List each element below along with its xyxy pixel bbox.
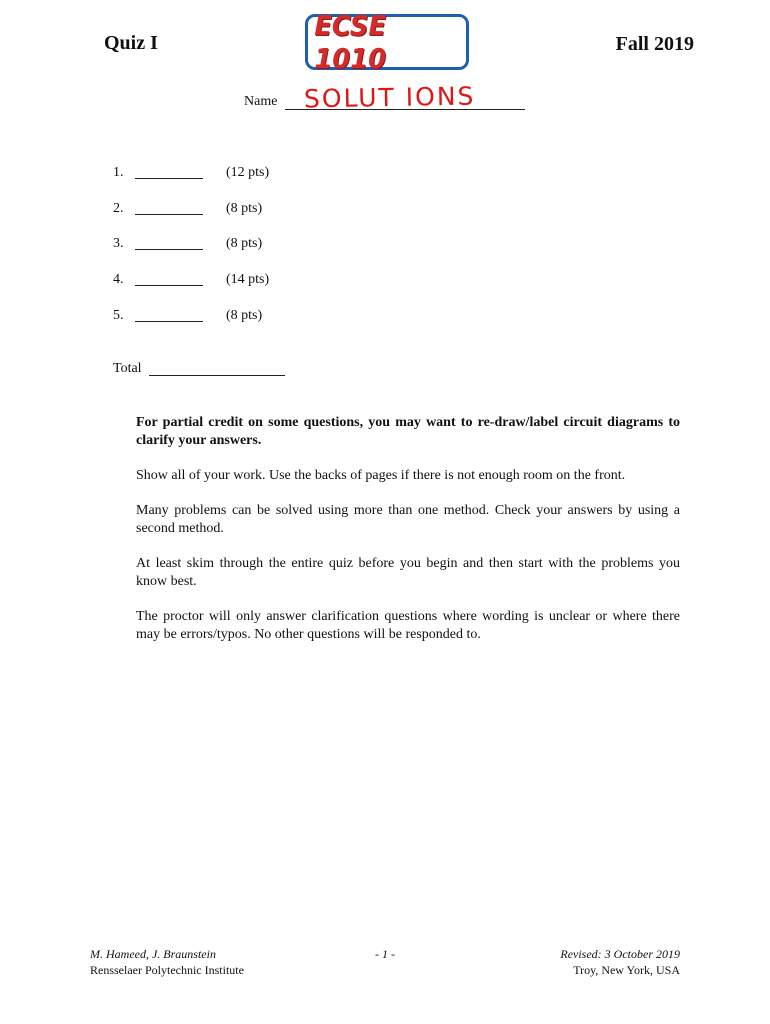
term-label: Fall 2019 bbox=[615, 33, 694, 55]
name-label: Name bbox=[244, 94, 278, 109]
quiz-title: Quiz I bbox=[104, 32, 158, 54]
instruction-paragraph: The proctor will only answer clarification questions where wording is unclear or where there may be errors/typos. No other questions will be responded to. bbox=[136, 609, 680, 642]
total-underline bbox=[149, 375, 285, 376]
footer-location: Troy, New York, USA bbox=[573, 963, 680, 977]
instruction-paragraph: Many problems can be solved using more than one method. Check your answers by using a second method. bbox=[136, 503, 680, 536]
instruction-paragraph: Show all of your work. Use the backs of pages if there is not enough room on the front. bbox=[136, 468, 626, 483]
question-number: 1. bbox=[113, 165, 124, 180]
question-points: (12 pts) bbox=[226, 165, 270, 180]
footer-right bbox=[560, 946, 680, 978]
question-number: 3. bbox=[113, 236, 124, 251]
score-blank[interactable] bbox=[135, 285, 203, 286]
question-points: (8 pts) bbox=[226, 201, 263, 216]
handwritten-name-answer: SOLUT IONS bbox=[303, 81, 476, 114]
score-blank[interactable] bbox=[135, 321, 203, 322]
question-number: 5. bbox=[113, 308, 124, 323]
total-label: Total bbox=[113, 361, 142, 376]
score-blank[interactable] bbox=[135, 178, 203, 179]
score-blank[interactable] bbox=[135, 214, 203, 215]
question-points: (8 pts) bbox=[226, 236, 263, 251]
question-number: 2. bbox=[113, 201, 124, 216]
footer-authors: M. Hameed, J. Braunstein bbox=[90, 947, 216, 961]
footer-institution: Rensselaer Polytechnic Institute bbox=[90, 963, 244, 977]
score-blank[interactable] bbox=[135, 249, 203, 250]
instructions bbox=[136, 414, 680, 644]
course-logo bbox=[305, 9, 469, 75]
course-logo-text: ECSE 1010 bbox=[314, 9, 387, 75]
question-points: (8 pts) bbox=[226, 308, 263, 323]
page-number: - 1 - bbox=[375, 947, 395, 961]
question-points: (14 pts) bbox=[226, 272, 270, 287]
instruction-paragraph: At least skim through the entire quiz before you begin and then start with the problems you know best. bbox=[136, 556, 680, 589]
partial-credit-note: For partial credit on some questions, you may want to re-draw/label circuit diagrams to clarify your answers. bbox=[136, 415, 680, 448]
question-number: 4. bbox=[113, 272, 124, 287]
footer-revised: Revised: 3 October 2019 bbox=[560, 947, 680, 961]
